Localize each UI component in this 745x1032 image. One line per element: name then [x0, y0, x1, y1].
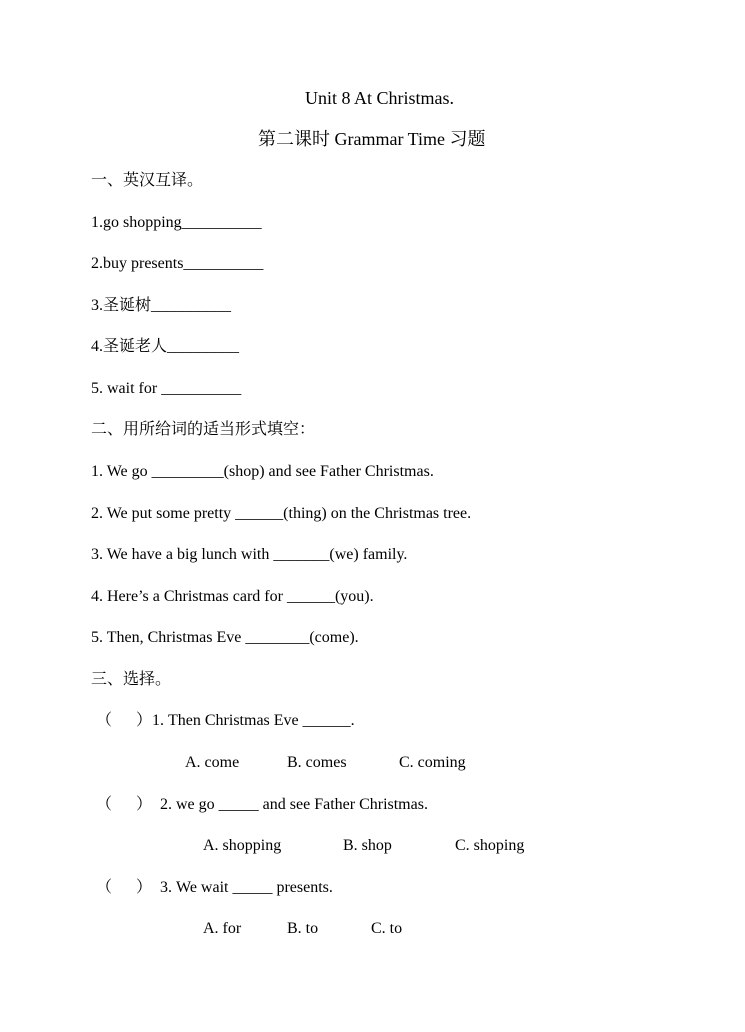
- question-option: A. shopping: [203, 837, 282, 854]
- section1-item: 5. wait for __________: [91, 380, 242, 397]
- section1-item: 2.buy presents__________: [91, 255, 264, 272]
- section1-item: 1.go shopping__________: [91, 214, 262, 231]
- question-stem: （ ） 2. we go _____ and see Father Christmas.: [96, 796, 428, 813]
- section3-heading: 三、选择。: [91, 671, 172, 688]
- question-option: C. shoping: [455, 837, 525, 854]
- question-option: B. shop: [343, 837, 392, 854]
- page-subtitle: 第二课时 Grammar Time 习题: [258, 129, 486, 149]
- question-option: C. coming: [399, 754, 466, 771]
- question-stem: （ ）1. Then Christmas Eve ______.: [96, 712, 355, 729]
- page-title: Unit 8 At Christmas.: [305, 88, 455, 108]
- section2-heading: 二、用所给词的适当形式填空：: [91, 421, 316, 438]
- question-option: C. to: [371, 920, 403, 937]
- section1-item: 3.圣诞树__________: [91, 297, 232, 314]
- section2-item: 1. We go _________(shop) and see Father Christmas.: [91, 463, 434, 480]
- section2-item: 4. Here’s a Christmas card for ______(you).: [91, 588, 374, 605]
- section2-item: 3. We have a big lunch with _______(we) family.: [91, 546, 408, 563]
- question-option: A. for: [203, 920, 242, 937]
- section2-item: 2. We put some pretty ______(thing) on the Christmas tree.: [91, 505, 472, 522]
- question-option: A. come: [185, 754, 240, 771]
- section1-heading: 一、英汉互译。: [91, 172, 204, 189]
- section2-item: 5. Then, Christmas Eve ________(come).: [91, 629, 359, 646]
- question-option: B. comes: [287, 754, 347, 771]
- question-stem: （ ） 3. We wait _____ presents.: [96, 879, 333, 896]
- section1-item: 4.圣诞老人_________: [91, 338, 240, 355]
- question-option: B. to: [287, 920, 319, 937]
